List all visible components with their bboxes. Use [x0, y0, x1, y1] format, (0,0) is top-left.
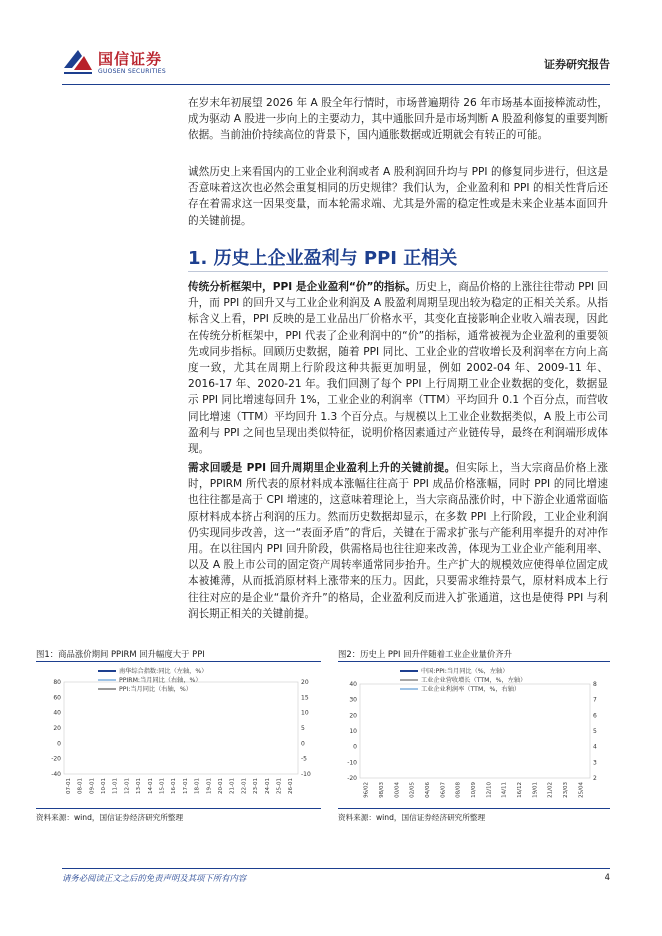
x-tick-label: 17-01 — [182, 778, 189, 794]
x-tick-label: 12-01 — [124, 778, 131, 794]
figure-1-bottom-rule — [36, 808, 321, 809]
left-tick-label: -40 — [51, 771, 61, 778]
plot-area — [360, 684, 590, 778]
x-tick-label: 09-01 — [89, 778, 96, 794]
guosen-logo-icon — [62, 46, 94, 78]
x-tick-label: 13-01 — [136, 778, 143, 794]
footer-divider — [62, 868, 610, 869]
left-tick-label: -20 — [347, 775, 357, 782]
intro-paragraph-1: 在岁末年初展望 2026 年 A 股全年行情时，市场普遍期待 26 年市场基本面接棒流动性，成为驱动 A 股进一步向上的主要动力，其中通胀回升是市场判断 A 股盈利修复的重要判断依据。当前油价持续高位的背景下，国内通胀数据或近期就会有转正的可能。 — [188, 97, 608, 142]
footer-disclaimer: 请务必阅读正文之后的免责声明及其项下所有内容 — [62, 873, 247, 883]
guosen-logo — [62, 42, 192, 82]
x-tick-label: 25/04 — [578, 782, 585, 798]
figure-2-legend-item-1: 中国:PPI:当月同比（%，左轴） — [400, 666, 526, 675]
x-tick-label: 19-01 — [206, 778, 213, 794]
right-tick-label: 6 — [593, 712, 597, 720]
x-tick-label: 25-01 — [276, 778, 283, 794]
figure-2-legend-item-3: 工业企业利润率（TTM，%，右轴） — [400, 684, 526, 693]
x-tick-label: 23-01 — [253, 778, 260, 794]
left-tick-label: 60 — [53, 694, 61, 702]
left-tick-label: 0 — [353, 743, 357, 751]
x-tick-label: 02/05 — [409, 782, 416, 798]
left-tick-label: -20 — [51, 755, 61, 763]
x-tick-label: 96/02 — [363, 782, 370, 798]
x-tick-label: 15-01 — [159, 778, 166, 794]
page-header — [62, 40, 610, 86]
right-tick-label: 5 — [301, 725, 305, 732]
right-tick-label: -5 — [301, 755, 307, 763]
plot-area — [64, 682, 298, 774]
section-divider — [188, 271, 608, 272]
left-tick-label: 40 — [349, 681, 357, 688]
figure-1-chart — [36, 664, 321, 806]
figure-1-caption: 图1：商品涨价期间 PPIRM 回升幅度大于 PPI — [36, 649, 205, 659]
x-tick-label: 08/08 — [455, 782, 462, 798]
figure-1-legend — [98, 666, 207, 693]
x-tick-label: 26-01 — [288, 778, 295, 794]
x-tick-label: 16-01 — [171, 778, 178, 794]
figure-2-bottom-rule — [338, 808, 610, 809]
x-tick-label: 24-01 — [264, 778, 271, 794]
figure-2-caption: 图2：历史上 PPI 回升伴随着工业企业量价齐升 — [338, 649, 512, 659]
x-tick-label: 21/02 — [547, 782, 554, 798]
figure-1-top-rule — [36, 661, 321, 662]
figure-2-source: 资料来源：wind，国信证券经济研究所整理 — [338, 813, 486, 822]
figure-1-source: 资料来源：wind，国信证券经济研究所整理 — [36, 813, 184, 822]
left-tick-label: 0 — [57, 740, 61, 748]
figure-2-top-rule — [338, 661, 610, 662]
intro-paragraph-2: 诚然历史上来看国内的工业企业利润或者 A 股利润回升均与 PPI 的修复同步进行，但这是否意味着这次也必然会重复相同的历史规律？我们认为，企业盈利和 PPI 的相关性背后还存在着需求这一因果变量，而本轮需求端、尤其是外需的稳定性或是未来企业基本面回升的关键前提。 — [188, 166, 608, 227]
x-tick-label: 22-01 — [241, 778, 248, 794]
right-tick-label: 2 — [593, 775, 597, 782]
x-tick-label: 04/06 — [425, 782, 431, 798]
logo-chinese-name: 国信证券 — [98, 50, 163, 68]
section-title: 1. 历史上企业盈利与 PPI 正相关 — [188, 248, 458, 269]
figure-1-legend-item-1: 南华综合指数:同比（左轴，%） — [98, 666, 207, 675]
x-tick-label: 11-01 — [112, 778, 119, 794]
report-type-label: 证券研究报告 — [544, 58, 610, 71]
right-tick-label: -10 — [301, 771, 311, 778]
body-paragraph-2-lead: 需求回暖是 PPI 回升周期里企业盈利上升的关键前提。 — [188, 462, 456, 474]
x-tick-label: 12/10 — [486, 782, 493, 798]
x-tick-label: 21-01 — [229, 778, 236, 794]
body-paragraph-1-text: 历史上，商品价格的上涨往往带动 PPI 回升，而 PPI 的回升又与工业企业利润及 A 股盈利周期呈现出较为稳定的正相关关系。从指标含义上看，PPI 反映的是工业品出厂价格水平，其变化直接影响企业收入端表现，因此在传统分析框架中，PPI 代表了企业利润中的“价”的指标，通常被视为企业盈利的重要领先或同步指标。回顾历史数据，随着 PPI 同比、工业企业的营收增长及利润率在方向上高度一致，尤其在周期上行阶段这种共振更加明显，例如 2002-04 年、2009-11 年、2016-17 年、2020-21 年。我们回测了每个 PPI 上行周期工业企业数据的变化，数据显示 PPI 同比增速每回升 1%，工业企业的利润率（TTM）平均回升 0.1 个百分点，而营收同比增速（TTM）平均回升 1.3 个百分点。与规模以上工业企业数据类似，A 股上市公司盈利与 PPI 之间也呈现出类似特征，说明价格因素通过产业链传导，最终在利润端形成体现。 — [188, 281, 608, 456]
right-tick-label: 5 — [593, 728, 597, 735]
x-tick-label: 08-01 — [77, 778, 84, 794]
x-tick-label: 00/04 — [394, 782, 401, 798]
body-paragraph-1-lead: 传统分析框架中，PPI 是企业盈利“价”的指标。 — [188, 281, 416, 293]
x-tick-label: 14-01 — [147, 778, 154, 794]
left-tick-label: 20 — [349, 712, 357, 720]
figure-2-legend-item-2: 工业企业营收增长（TTM，%，左轴） — [400, 675, 526, 684]
left-tick-label: 20 — [53, 725, 61, 732]
page-number: 4 — [604, 872, 610, 882]
left-tick-label: 10 — [349, 728, 357, 735]
x-tick-label: 10/09 — [471, 782, 477, 798]
right-tick-label: 4 — [593, 743, 597, 751]
x-tick-label: 98/03 — [379, 782, 385, 798]
x-tick-label: 20-01 — [217, 778, 224, 794]
left-tick-label: 80 — [53, 679, 61, 686]
x-tick-label: 23/03 — [563, 782, 569, 798]
figure-2-legend — [400, 666, 526, 693]
x-tick-label: 18-01 — [194, 778, 201, 794]
right-tick-label: 8 — [593, 681, 597, 688]
figure-1-legend-item-3: PPI:当月同比（右轴，%） — [98, 684, 207, 693]
x-tick-label: 16/12 — [517, 782, 523, 798]
x-tick-label: 19/01 — [532, 782, 539, 798]
x-tick-label: 06/07 — [440, 782, 447, 798]
left-tick-label: 30 — [349, 696, 357, 704]
x-tick-label: 10-01 — [100, 778, 107, 794]
left-tick-label: -10 — [347, 759, 357, 767]
figure-1-legend-item-2: PPIRM:当月同比（右轴，%） — [98, 675, 207, 684]
left-tick-label: 40 — [53, 709, 61, 717]
right-tick-label: 3 — [593, 759, 597, 767]
right-tick-label: 10 — [301, 709, 309, 717]
x-tick-label: 07-01 — [65, 778, 72, 794]
figure-2-chart — [338, 664, 610, 806]
body-paragraph-2 — [188, 460, 608, 622]
header-divider — [62, 84, 610, 85]
body-paragraph-1 — [188, 279, 608, 457]
right-tick-label: 15 — [301, 694, 309, 702]
right-tick-label: 20 — [301, 679, 309, 686]
logo-english-name: GUOSEN SECURITIES — [98, 68, 167, 75]
x-tick-label: 14/11 — [501, 782, 508, 798]
body-paragraph-2-text: 但实际上，当大宗商品价格上涨时，PPIRM 所代表的原材料成本涨幅往往高于 PPI 成品价格涨幅，同时 PPI 的同比增速也往往都是高于 CPI 增速的，这意味着理论上，当大宗商品涨价时，中下游企业通常面临原材料成本挤占利润的压力。然而历史数据却显示，在多数 PPI 上行阶段，工业企业利润仍实现同步改善，这一“表面矛盾”的背后，关键在于需求扩张与产能利用率提升的对冲作用。在以往国内 PPI 回升阶段，供需格局也往往迎来改善，体现为工业企业产能利用率、以及 A 股上市公司的固定资产周转率通常同步抬升。生产扩大的规模效应使得单位固定成本被摊薄，从而抵消原材料上涨带来的压力。因此，只要需求维持景气，原材料成本上行往往对应的是企业“量价齐升”的格局，企业盈利反而进入扩张通道，这也是使得 PPI 与利润长期正相关的关键前提。 — [188, 462, 608, 620]
right-tick-label: 7 — [593, 696, 597, 704]
right-tick-label: 0 — [301, 740, 305, 748]
